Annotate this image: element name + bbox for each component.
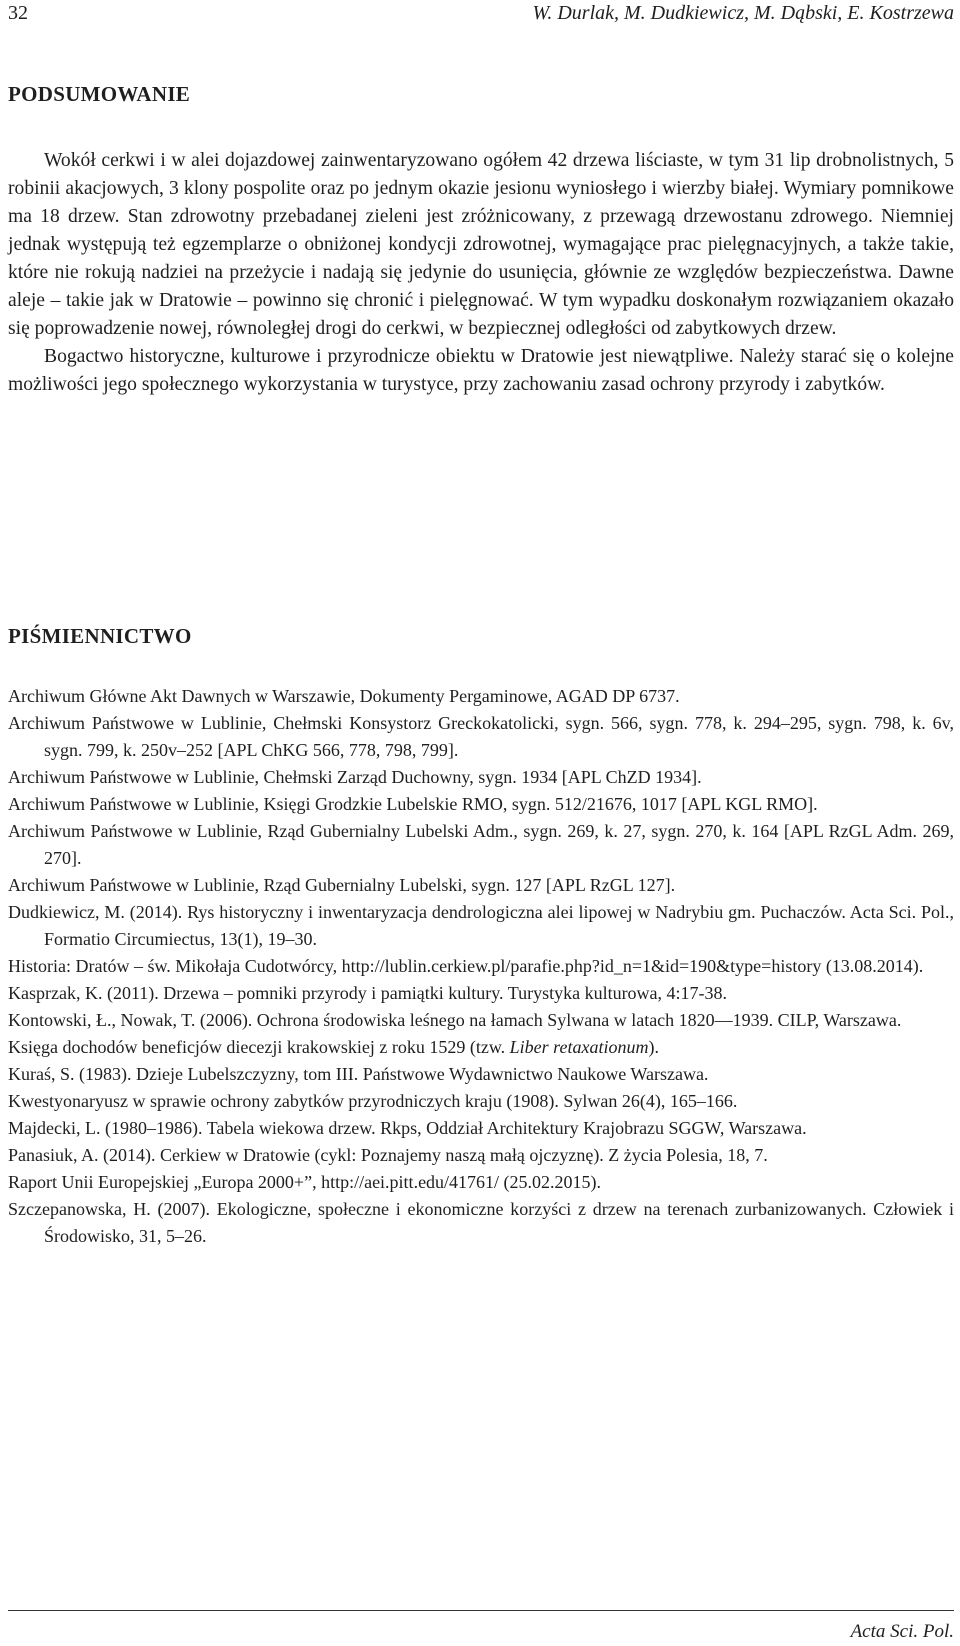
summary-paragraph: Wokół cerkwi i w alei dojazdowej zainwentaryzowano ogółem 42 drzewa liściaste, w tym 31 lip drobnolistnych, 5 robinii akacjowych, 3 klony pospolite oraz po jednym okazie jesionu wyniosłego i wierzby białej. Wymiary pomnikowe ma 18 drzew. Stan zdrowotny przebadanej zieleni jest zróżnicowany, z przewagą drzewostanu zdrowego. Niemniej jednak występują też egzemplarze o obniżonej kondycji zdrowotnej, wymagające prac pielęgnacyjnych, a także takie, które nie rokują nadziei na przeżycie i nadają się jedynie do usunięcia, głównie ze względów bezpieczeństwa. Dawne aleje – takie jak w Dratowie – powinno się chronić i pielęgnować. W tym wypadku doskonałym rozwiązaniem okazało się poprowadzenie nowej, równoległej drogi do cerkwi, w bezpiecznej odległości od zabytkowych drzew.	[8, 150, 954, 339]
reference-item: Panasiuk, A. (2014). Cerkiew w Dratowie (cykl: Poznajemy naszą małą ojczyznę). Z życia Polesia, 18, 7.	[8, 1145, 768, 1165]
reference-item: Kuraś, S. (1983). Dzieje Lubelszczyzny, tom III. Państwowe Wydawnictwo Naukowe Warszawa.	[8, 1064, 709, 1084]
summary-paragraph: Bogactwo historyczne, kulturowe i przyrodnicze obiektu w Dratowie jest niewątpliwe. Należy starać się o kolejne możliwości jego społecznego wykorzystania w turystyce, przy zachowaniu zasad ochrony przyrody i zabytków.	[8, 346, 954, 395]
reference-item: Archiwum Państwowe w Lublinie, Księgi Grodzkie Lubelskie RMO, sygn. 512/21676, 1017 [APL KGL RMO].	[8, 794, 818, 814]
page-number: 32	[8, 2, 28, 24]
reference-text-after: ).	[648, 1037, 659, 1057]
references-heading: PIŚMIENNICTWO	[8, 624, 192, 648]
reference-italic-title: Liber retaxationum	[509, 1037, 649, 1057]
reference-item: Kasprzak, K. (2011). Drzewa – pomniki przyrody i pamiątki kultury. Turystyka kulturowa, 4:17-38.	[8, 983, 728, 1003]
reference-item: Archiwum Państwowe w Lublinie, Chełmski Konsystorz Greckokatolicki, sygn. 566, sygn. 778, k. 294–295, sygn. 798, k. 6v, sygn. 799, k. 250v–252 [APL ChKG 566, 778, 798, 799].	[8, 713, 954, 760]
reference-item: Historia: Dratów – św. Mikołaja Cudotwórcy, http://lublin.cerkiew.pl/parafie.php?id_n=1&id=190&type=history (13.08.2014).	[8, 956, 924, 976]
reference-item: Dudkiewicz, M. (2014). Rys historyczny i inwentaryzacja dendrologiczna alei lipowej w Nadrybiu gm. Puchaczów. Acta Sci. Pol., Formatio Circumiectus, 13(1), 19–30.	[8, 902, 954, 949]
reference-item: Archiwum Główne Akt Dawnych w Warszawie, Dokumenty Pergaminowe, AGAD DP 6737.	[8, 686, 680, 706]
running-head-authors: W. Durlak, M. Dudkiewicz, M. Dąbski, E. Kostrzewa	[532, 2, 954, 24]
summary-heading: PODSUMOWANIE	[8, 82, 191, 106]
reference-item: Majdecki, L. (1980–1986). Tabela wiekowa drzew. Rkps, Oddział Architektury Krajobrazu SGGW, Warszawa.	[8, 1118, 807, 1138]
footer-divider	[8, 1610, 954, 1611]
reference-item: Kontowski, Ł., Nowak, T. (2006). Ochrona środowiska leśnego na łamach Sylwana w latach 1820––1939. CILP, Warszawa.	[8, 1010, 902, 1030]
reference-list	[8, 683, 954, 1250]
reference-item: Kwestyonaryusz w sprawie ochrony zabytków przyrodniczych kraju (1908). Sylwan 26(4), 165–166.	[8, 1091, 738, 1111]
summary-body	[8, 147, 954, 399]
reference-item	[8, 1034, 954, 1061]
reference-item: Raport Unii Europejskiej „Europa 2000+”, http://aei.pitt.edu/41761/ (25.02.2015).	[8, 1172, 602, 1192]
footer-journal: Acta Sci. Pol.	[850, 1621, 954, 1642]
reference-item: Szczepanowska, H. (2007). Ekologiczne, społeczne i ekonomiczne korzyści z drzew na terenach zurbanizowanych. Człowiek i Środowisko, 31, 5–26.	[8, 1199, 954, 1246]
reference-item: Archiwum Państwowe w Lublinie, Chełmski Zarząd Duchowny, sygn. 1934 [APL ChZD 1934].	[8, 767, 702, 787]
running-header	[8, 0, 954, 30]
reference-item: Archiwum Państwowe w Lublinie, Rząd Gubernialny Lubelski, sygn. 127 [APL RzGL 127].	[8, 875, 676, 895]
reference-item: Archiwum Państwowe w Lublinie, Rząd Gubernialny Lubelski Adm., sygn. 269, k. 27, sygn. 270, k. 164 [APL RzGL Adm. 269, 270].	[8, 821, 954, 868]
reference-text: Księga dochodów beneficjów diecezji krakowskiej z roku 1529 (tzw.	[8, 1037, 510, 1057]
document-page	[8, 0, 954, 1646]
